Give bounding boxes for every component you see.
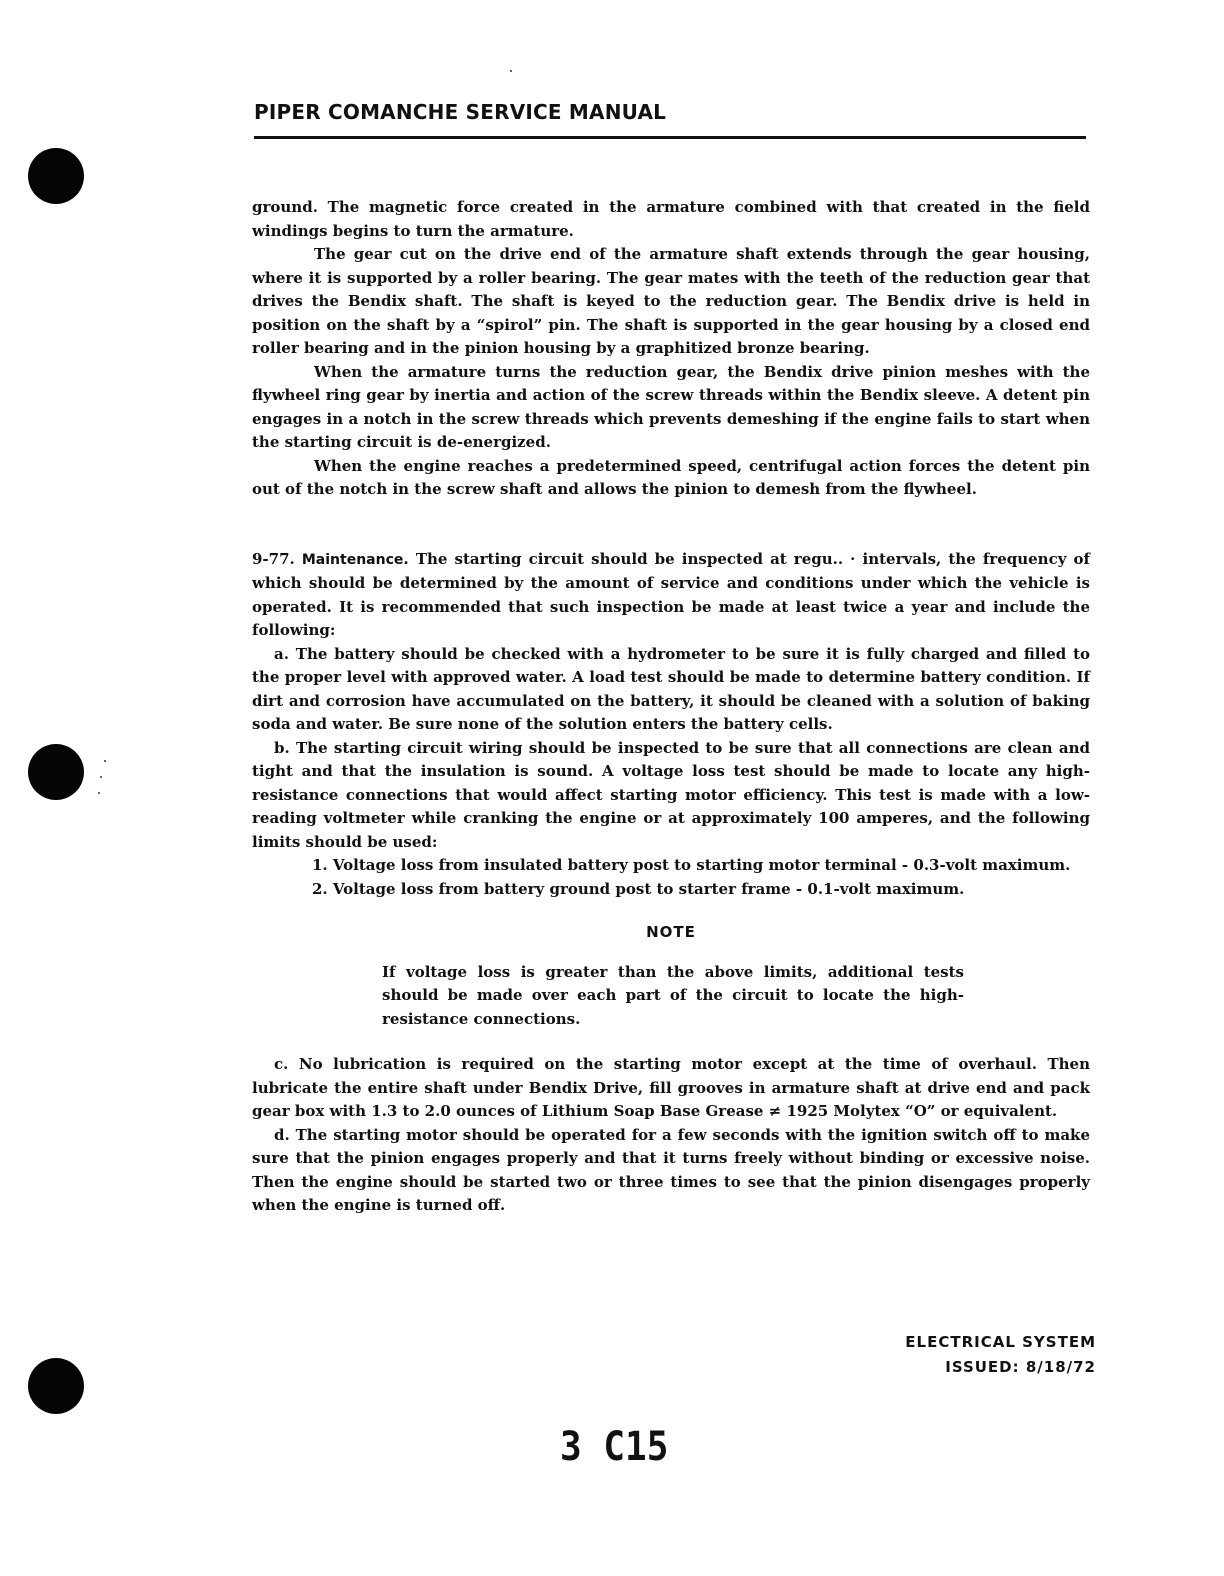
paragraph-demesh: When the engine reaches a predetermined speed, centrifugal action forces the detent pin out of the notch in the screw shaft and allows the pinion to demesh from the flywheel. bbox=[252, 456, 1090, 498]
item-b: b. The starting circuit wiring should be inspected to be sure that all connections are clean and tight and that the insulation is sound. A voltage loss test should be made to locate any high-resistance connections that would affect starting motor efficiency. This test is made with a low-reading voltmeter while cranking the engine or at approximately 100 amperes, and the following limits should be used: bbox=[252, 738, 1090, 851]
punch-hole-bottom bbox=[28, 1358, 84, 1414]
section-intro: The starting circuit should be inspected at regu.. · intervals, the frequency of which should be determined by the amount of service and conditions under which the vehicle is operated. It is recommended that such inspection be made at least twice a year and include the following: bbox=[252, 549, 1090, 639]
footer-block bbox=[880, 1330, 1096, 1380]
item-c: c. No lubrication is required on the starting motor except at the time of overhaul. Then lubricate the entire shaft under Bendix Drive, fill grooves in armature shaft at drive end and pack gear box with 1.3 to 2.0 ounces of Lithium Soap Base Grease ≠ 1925 Molytex “O” or equivalent. bbox=[252, 1055, 1090, 1120]
paragraph-armature: When the armature turns the reduction gear, the Bendix drive pinion meshes with the flywheel ring gear by inertia and action of the screw threads within the Bendix sleeve. A detent pin engages in a notch in the screw threads which prevents demeshing if the engine fails to start when the starting circuit is de-energized. bbox=[252, 362, 1090, 451]
section-number: 9-77. bbox=[252, 549, 295, 568]
paragraph-gear: The gear cut on the drive end of the armature shaft extends through the gear housing, where it is supported by a roller bearing. The gear mates with the teeth of the reduction gear that drives the Bendix shaft. The shaft is keyed to the reduction gear. The Bendix drive is held in position on the shaft by a “spirol” pin. The shaft is supported in the gear housing by a closed end roller bearing and in the pinion housing by a graphitized bronze bearing. bbox=[252, 245, 1090, 357]
header-rule bbox=[254, 136, 1086, 139]
punch-hole-top bbox=[28, 148, 84, 204]
limit-item-2: 2. Voltage loss from battery ground post to starter frame - 0.1-volt maximum. bbox=[312, 879, 965, 898]
note-heading: NOTE bbox=[646, 923, 696, 941]
page-body bbox=[252, 196, 1090, 1218]
scan-speck bbox=[100, 776, 102, 778]
manual-title: PIPER COMANCHE SERVICE MANUAL bbox=[254, 100, 667, 124]
scan-speck bbox=[510, 70, 512, 72]
limit-item-1: 1. Voltage loss from insulated battery post to starting motor terminal - 0.3-volt maximum. bbox=[312, 856, 1071, 874]
scan-speck bbox=[98, 792, 100, 794]
voltage-limits-list bbox=[312, 854, 1090, 901]
section-title: Maintenance. bbox=[301, 551, 409, 568]
note-text: If voltage loss is greater than the above limits, additional tests should be made over each part of the circuit to locate the high-resistance connections. bbox=[382, 962, 964, 1028]
fiche-page-code: 3 C15 bbox=[560, 1424, 669, 1470]
item-a: a. The battery should be checked with a hydrometer to be sure it is fully charged and filled to the proper level with approved water. A load test should be made to determine battery condition. If dirt and corrosion have accumulated on the battery, it should be cleaned with a solution of baking soda and water. Be sure none of the solution enters the battery cells. bbox=[252, 644, 1090, 733]
footer-section-label: ELECTRICAL SYSTEM bbox=[905, 1333, 1096, 1351]
section-maintenance bbox=[252, 548, 1090, 643]
footer-issued-date: ISSUED: 8/18/72 bbox=[945, 1358, 1096, 1376]
punch-hole-middle bbox=[28, 744, 84, 800]
scan-speck bbox=[104, 760, 106, 762]
item-d: d. The starting motor should be operated for a few seconds with the ignition switch off to make sure that the pinion engages properly and that it turns freely without binding or excessive noise. Then the engine should be started two or three times to see that the pinion disengages properly when the engine is turned off. bbox=[252, 1125, 1090, 1214]
paragraph-ground: ground. The magnetic force created in the armature combined with that created in the field windings begins to turn the armature. bbox=[252, 198, 1090, 240]
